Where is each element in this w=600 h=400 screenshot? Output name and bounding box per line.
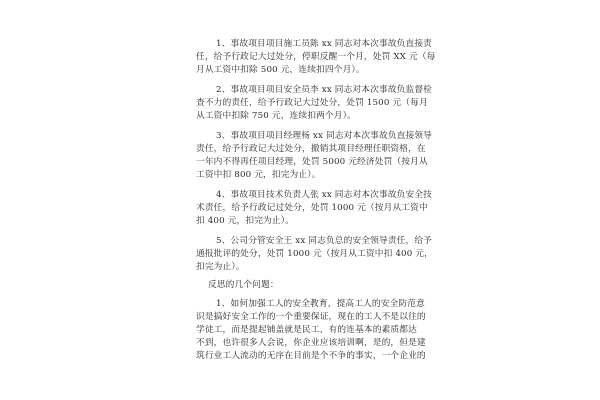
paragraph-2-line-3: 从工资中扣除 750 元，连续扣两个月）。 [196, 111, 356, 121]
paragraph-3-line-4: 工资中扣 800 元，扣完为止）。 [196, 170, 321, 180]
paragraph-4-line-3: 扣 400 元，扣完为止）。 [196, 216, 295, 226]
section-heading: 反思的几个问题： [208, 280, 279, 290]
paragraph-2-line-1: 2、事故项目项目安全员李 xx 同志对本次事故负监督检 [216, 85, 433, 95]
paragraph-1-line-3: 月从工资中扣除 500 元，连续扣四个月）。 [196, 65, 365, 75]
paragraph-6-line-4: 不到，也许很多人会说，你企业应该培训啊，是的，但是建 [196, 338, 426, 348]
paragraph-3-line-1: 3、事故项目项目经理杨 xx 同志对本次事故负直接领导 [216, 131, 433, 141]
paragraph-3-line-2: 责任，给予行政记大过处分，撤销其项目经理任职资格，在 [196, 144, 426, 154]
paragraph-3-line-3: 一年内不得再任项目经理，处罚 5000 元经济处罚（按月从 [196, 157, 428, 167]
paragraph-5-line-2: 通报批评的处分，处罚 1000 元（按月从工资中扣 400 元， [196, 249, 433, 259]
paragraph-6-line-1: 1、如何加强工人的安全教育，提高工人的安全防范意 [216, 299, 425, 309]
paragraph-2-line-2: 查不力的责任，给予行政记大过处分，处罚 1500 元（每月 [196, 98, 428, 108]
paragraph-6-line-2: 识是搞好安全工作的一个重要保证，现在的工人不是以往的 [196, 312, 426, 322]
paragraph-1-line-2: 任，给予行政记大过处分，停职反醒一个月，处罚 XX 元（每 [196, 52, 436, 62]
paragraph-5-line-3: 扣完为止）。 [196, 262, 245, 272]
paragraph-4-line-1: 4、事故项目技术负责人张 xx 同志对本次事故负安全技 [216, 190, 433, 200]
paragraph-5-line-1: 5、公司分管安全王 xx 同志负总的安全领导责任，给予 [216, 236, 433, 246]
paragraph-6-line-5: 筑行业工人流动的无序在目前是个不争的事实，一个企业的 [196, 351, 426, 361]
paragraph-4-line-2: 术责任，给予行政记过处分，处罚 1000 元（按月从工资中 [196, 203, 428, 213]
paragraph-6-line-3: 学徒工，而是提起铺盖就是民工，有的连基本的素质都达 [196, 325, 417, 335]
paragraph-1-line-1: 1、事故项目项目施工员陈 xx 同志对本次事故负直接责 [216, 39, 433, 49]
